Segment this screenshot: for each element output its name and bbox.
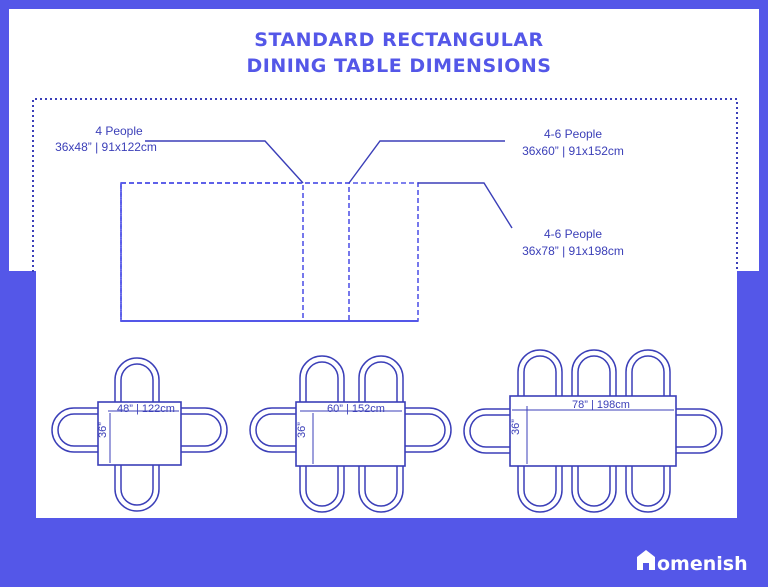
callout-people-3: 4-6 People bbox=[543, 227, 603, 241]
table-length-label-78: 78” | 198cm bbox=[572, 399, 630, 411]
table-width-label-48: 36” bbox=[97, 422, 109, 438]
table-length-label-60: 60” | 152cm bbox=[327, 403, 385, 415]
left-border bbox=[0, 0, 9, 272]
callout-size-1: 36x48” | 91x122cm bbox=[55, 140, 157, 154]
table-width-label-78: 36” bbox=[510, 419, 522, 435]
leader-lines bbox=[145, 141, 512, 228]
table-width-label-60: 36” bbox=[296, 422, 308, 438]
title-line-2: DINING TABLE DIMENSIONS bbox=[246, 55, 552, 77]
callout-people-2: 4-6 People bbox=[543, 127, 603, 141]
leader-4-6-people-60 bbox=[349, 141, 505, 183]
top-border bbox=[0, 0, 768, 9]
brand-wordmark: omenish bbox=[657, 553, 748, 575]
leader-4-people bbox=[145, 141, 303, 183]
callout-size-3: 36x78” | 91x198cm bbox=[522, 244, 624, 258]
callout-size-2: 36x60” | 91x152cm bbox=[522, 144, 624, 158]
leader-4-6-people-78 bbox=[418, 183, 512, 228]
callout-people-1: 4 People bbox=[95, 124, 143, 138]
right-border bbox=[759, 0, 768, 272]
title-line-1: STANDARD RECTANGULAR bbox=[254, 29, 544, 51]
table-length-label-48: 48” | 122cm bbox=[117, 403, 175, 415]
